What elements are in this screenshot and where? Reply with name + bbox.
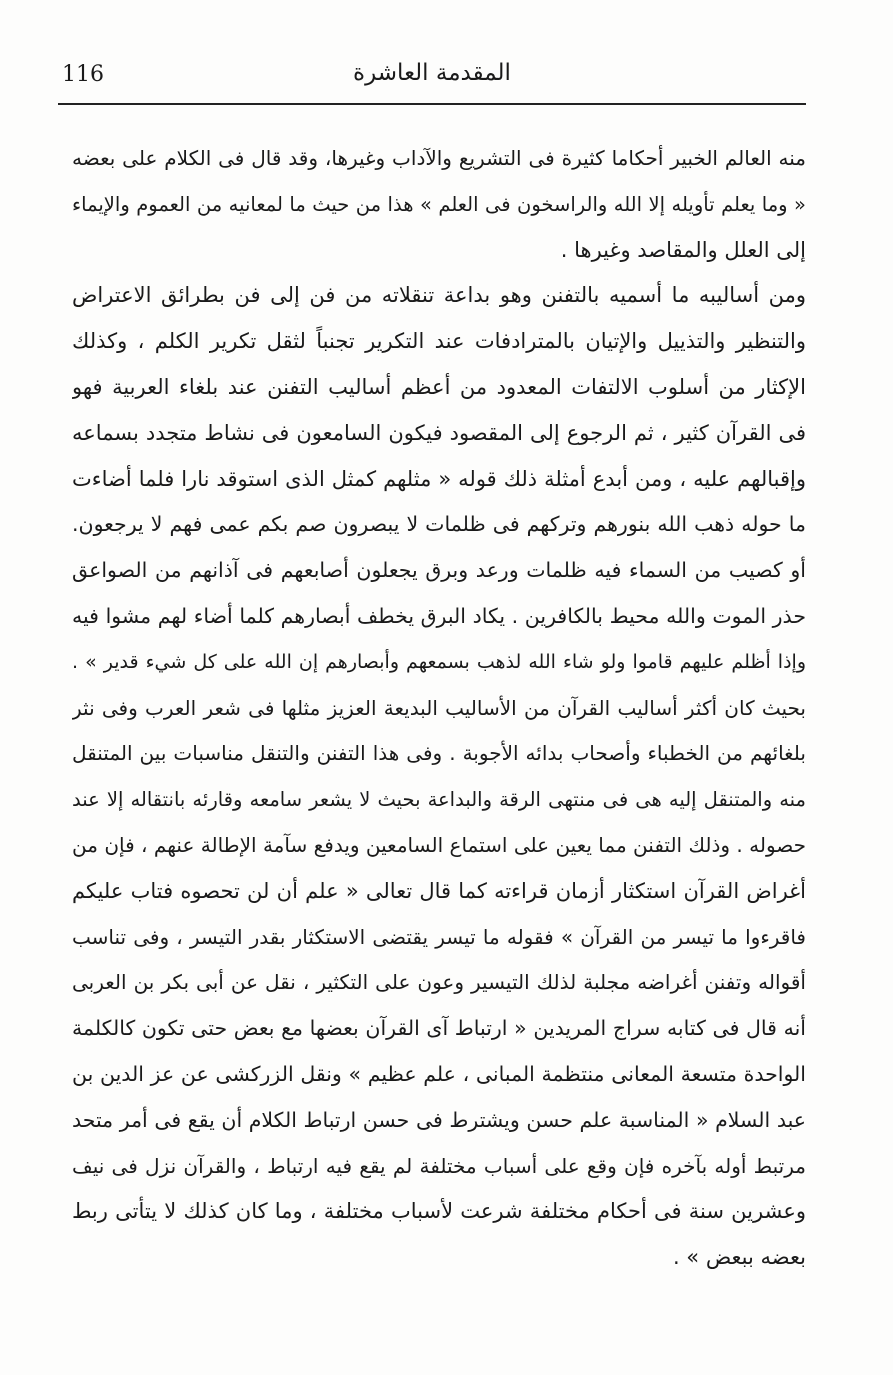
text-line: مرتبط أوله بآخره فإن وقع على أسباب مختلفة لم يقع فيه ارتباط ، والقرآن نزل فى نيف	[72, 1153, 806, 1178]
body-text	[72, 136, 806, 1281]
text-line: « وما يعلم تأويله إلا الله والراسخون فى العلم » هذا من حيث ما لمعانيه من العموم والإيماء	[72, 192, 806, 216]
text-line: منه والمتنقل إليه هى فى منتهى الرقة والبداعة بحيث لا يشعر سامعه وقارئه بانتقاله إلا عند	[72, 788, 806, 812]
text-line: أو كصيب من السماء فيه ظلمات ورعد وبرق يجعلون أصابعهم فى آذانهم من الصواعق	[72, 558, 806, 583]
text-line: الإكثار من أسلوب الالتفات المعدود من أعظم أساليب التفنن عند بلغاء العربية فهو	[72, 374, 806, 399]
text-line: ومن أساليبه ما أسميه بالتفنن وهو بداعة تنقلاته من فن إلى فن بطرائق الاعتراض	[72, 283, 806, 308]
text-line: وعشرين سنة فى أحكام مختلفة شرعت لأسباب مختلفة ، وما كان كذلك لا يتأتى ربط	[72, 1199, 806, 1224]
text-line: وإقبالهم عليه ، ومن أبدع أمثلة ذلك قوله « مثلهم كمثل الذى استوقد نارا فلما أضاءت	[72, 466, 806, 491]
text-line: أغراض القرآن استكثار أزمان قراءته كما قال تعالى « علم أن لن تحصوه فتاب عليكم	[72, 878, 806, 903]
text-line: منه العالم الخبير أحكاما كثيرة فى التشريع والآداب وغيرها، وقد قال فى الكلام على بعضه	[72, 146, 806, 170]
text-line: حصوله . وذلك التفنن مما يعين على استماع السامعين ويدفع سآمة الإطالة عنهم ، فإن من	[72, 832, 806, 857]
text-line: أقواله وتفنن أغراضه مجلبة لذلك التيسير وعون على التكثير ، نقل عن أبى بكر بن العربى	[72, 970, 806, 995]
text-line: إلى العلل والمقاصد وغيرها .	[560, 237, 806, 262]
text-line: بحيث كان أكثر أساليب القرآن من الأساليب البديعة العزيز مثلها فى شعر العرب وفى نثر	[72, 695, 806, 720]
text-line: ما حوله ذهب الله بنورهم وتركهم فى ظلمات لا يبصرون صم بكم عمى فهم لا يرجعون.	[72, 512, 806, 537]
text-line: بلغائهم من الخطباء وأصحاب بدائه الأجوبة . وفى هذا التفنن والتنقل مناسبات بين المتنقل	[72, 741, 806, 766]
page-number: 116	[62, 62, 104, 87]
text-line: فى القرآن كثير ، ثم الرجوع إلى المقصود فيكون السامعون فى نشاط متجدد بسماعه	[72, 420, 806, 445]
page-header	[62, 52, 802, 102]
text-line: الواحدة متسعة المعانى منتظمة المبانى ، علم عظيم » ونقل الزركشى عن عز الدين بن	[72, 1061, 806, 1086]
text-line: وإذا أظلم عليهم قاموا ولو شاء الله لذهب بسمعهم وأبصارهم إن الله على كل شيء قدير » .	[72, 650, 806, 673]
text-line: حذر الموت والله محيط بالكافرين . يكاد البرق يخطف أبصارهم كلما أضاء لهم مشوا فيه	[72, 603, 806, 628]
text-line: والتنظير والتذييل والإتيان بالمترادفات عند التكرير تجنباً لثقل تكرير الكلم ، وكذلك	[72, 329, 806, 354]
text-line: بعضه ببعض » .	[672, 1245, 806, 1270]
running-title: المقدمة العاشرة	[353, 60, 511, 86]
text-line: فاقرءوا ما تيسر من القرآن » فقوله ما تيسر يقتضى الاستكثار بقدر التيسر ، وفى تناسب	[72, 924, 806, 949]
header-divider	[58, 103, 806, 105]
text-line: عبد السلام « المناسبة علم حسن ويشترط فى حسن ارتباط الكلام أن يقع فى أمر متحد	[72, 1107, 806, 1132]
text-line: أنه قال فى كتابه سراج المريدين « ارتباط آى القرآن بعضها مع بعض حتى تكون كالكلمة	[72, 1016, 806, 1041]
